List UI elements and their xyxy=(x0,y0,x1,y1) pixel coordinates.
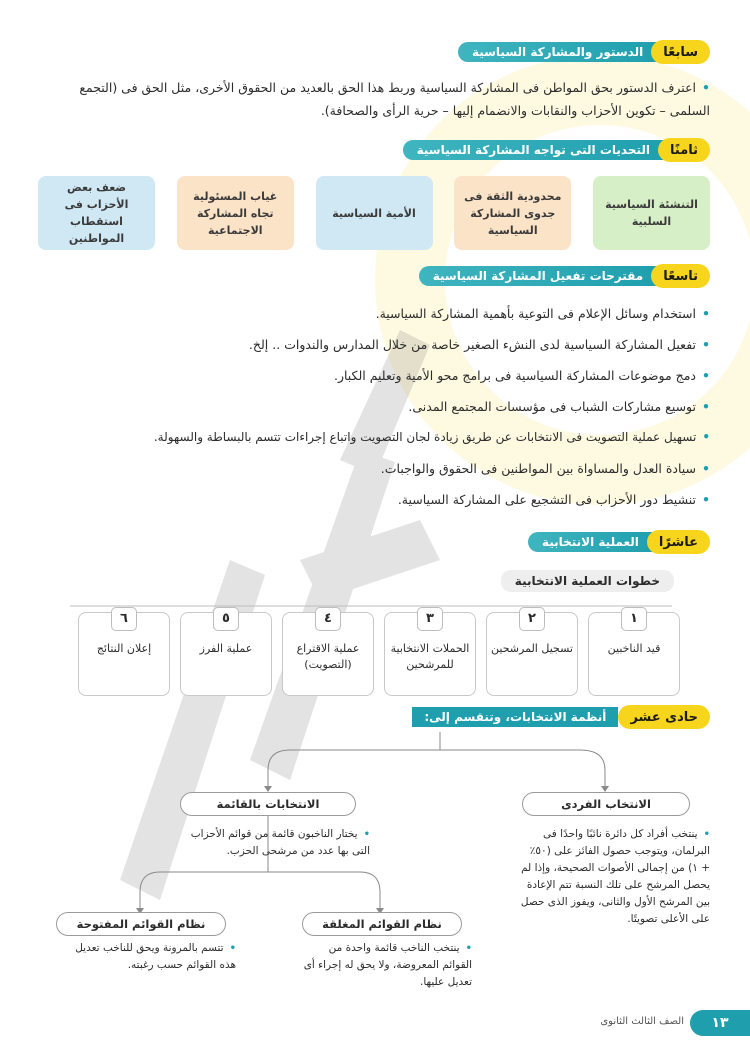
step-label: عملية الفرز xyxy=(199,642,253,655)
bullet-icon: • xyxy=(702,430,710,444)
individual-election-text: •ينتخب أفراد كل دائرة نائبًا واحدًا فى البرلمان، ويتوجب حصول الفائز على (٥٠٪ + ١) من إجمالى الأصوات الصحيحة، وإذا لم يحصل المرشح على تلك النسبة تتم الإعادة بين المرشح الأول والثانى، ويفوز الذى حصل على الأعلى تصويتًا. xyxy=(520,828,710,925)
page-number: ١٣ xyxy=(690,1010,750,1036)
closed-list-text: •ينتخب الناخب قائمة واحدة من القوائم المعروضة، ولا يحق له إجراء أى تعديل عليها. xyxy=(303,942,472,988)
constitution-line-1: اعترف الدستور بحق المواطن فى المشاركة السياسية وربط هذا الحق بالعديد من الحقوق الأخرى، مثل الحق فى (التجمع xyxy=(79,80,696,95)
section-11-badge: حادى عشر xyxy=(618,705,710,729)
list-item: •سيادة العدل والمساواة بين المواطنين فى الحقوق والواجبات. xyxy=(380,461,710,476)
list-item: •تفعيل المشاركة السياسية لدى النشء الصغير خاصة من خلال المدارس والندوات .. إلخ. xyxy=(248,337,710,352)
bullet-icon: • xyxy=(465,943,472,954)
section-7-badge: سابعًا xyxy=(651,40,710,64)
individual-election-node: الانتخاب الفردى xyxy=(522,792,690,816)
open-list-text: •تتسم بالمرونة ويحق للناخب تعديل هذه القوائم حسب رغبته. xyxy=(75,942,236,971)
challenge-box: الأمية السياسية xyxy=(316,176,433,250)
bullet-icon: • xyxy=(702,461,710,476)
section-7-title: الدستور والمشاركة السياسية xyxy=(458,42,659,62)
list-item: •تسهيل عملية التصويت فى الانتخابات عن طريق زيادة لجان التصويت واتباع إجراءات تتسم بالبساطة والسهولة. xyxy=(153,430,710,444)
list-item: •استخدام وسائل الإعلام فى التوعية بأهمية المشاركة السياسية. xyxy=(375,306,710,321)
section-7-header xyxy=(458,40,710,64)
section-9-header xyxy=(419,264,710,288)
step-number: ٦ xyxy=(111,607,137,631)
bullet-icon: • xyxy=(229,943,236,954)
section-10-badge: عاشرًا xyxy=(647,530,710,554)
section-10-header xyxy=(528,530,710,554)
list-election-node: الانتخابات بالقائمة xyxy=(180,792,356,816)
section-8-badge: ثامنًا xyxy=(658,138,710,162)
section-11-title: أنظمة الانتخابات، وتنقسم إلى: xyxy=(412,707,618,727)
bullet-icon: • xyxy=(363,829,370,840)
closed-list-node: نظام القوائم المغلقة xyxy=(302,912,462,936)
challenge-box: التنشئة السياسية السلبية xyxy=(593,176,710,250)
constitution-line-2: السلمى – تكوين الأحزاب والنقابات والانضمام إليها – حرية الرأى والصحافة). xyxy=(320,103,710,118)
step-number: ٥ xyxy=(213,607,239,631)
list-item: •توسيع مشاركات الشباب فى مؤسسات المجتمع المدنى. xyxy=(408,399,710,414)
bullet-icon: • xyxy=(702,306,710,321)
bullet-icon: • xyxy=(702,337,710,352)
section-8-title: التحديات التى تواجه المشاركة السياسية xyxy=(403,140,666,160)
bullet-icon: • xyxy=(702,80,710,95)
section-9-title: مقترحات تفعيل المشاركة السياسية xyxy=(419,266,659,286)
section-10-title: العملية الانتخابية xyxy=(528,532,655,552)
list-item: •دمج موضوعات المشاركة السياسية فى برامج محو الأمية وتعليم الكبار. xyxy=(333,368,710,383)
step-number: ١ xyxy=(621,607,647,631)
step-label: عملية الاقتراع (التصويت) xyxy=(296,642,360,671)
step-label: تسجيل المرشحين xyxy=(491,642,573,655)
bullet-icon: • xyxy=(702,492,710,507)
bullet-icon: • xyxy=(703,829,710,840)
step-number: ٤ xyxy=(315,607,341,631)
list-item: •تنشيط دور الأحزاب فى التشجيع على المشاركة السياسية. xyxy=(397,492,710,507)
step-label: إعلان النتائج xyxy=(96,642,152,655)
step-label: الحملات الانتخابية للمرشحين xyxy=(390,642,470,671)
list-election-text: •يختار الناخبون قائمة من قوائم الأحزاب التى بها عدد من مرشحى الحزب. xyxy=(190,828,370,857)
section-9-badge: تاسعًا xyxy=(651,264,710,288)
section-8-header xyxy=(403,138,710,162)
steps-title: خطوات العملية الانتخابية xyxy=(501,570,674,592)
challenge-box: محدودية الثقة فى جدوى المشاركة السياسية xyxy=(454,176,571,250)
step-label: قيد الناخبين xyxy=(607,642,661,655)
grade-label: الصف الثالث الثانوى xyxy=(600,1016,684,1027)
step-number: ٣ xyxy=(417,607,443,631)
step-number: ٢ xyxy=(519,607,545,631)
challenge-box: ضعف بعض الأحزاب فى استقطاب المواطنين xyxy=(38,176,155,250)
open-list-node: نظام القوائم المفتوحة xyxy=(56,912,226,936)
bullet-icon: • xyxy=(702,399,710,414)
bullet-icon: • xyxy=(702,368,710,383)
challenge-box: غياب المسئولية تجاه المشاركة الاجتماعية xyxy=(177,176,294,250)
